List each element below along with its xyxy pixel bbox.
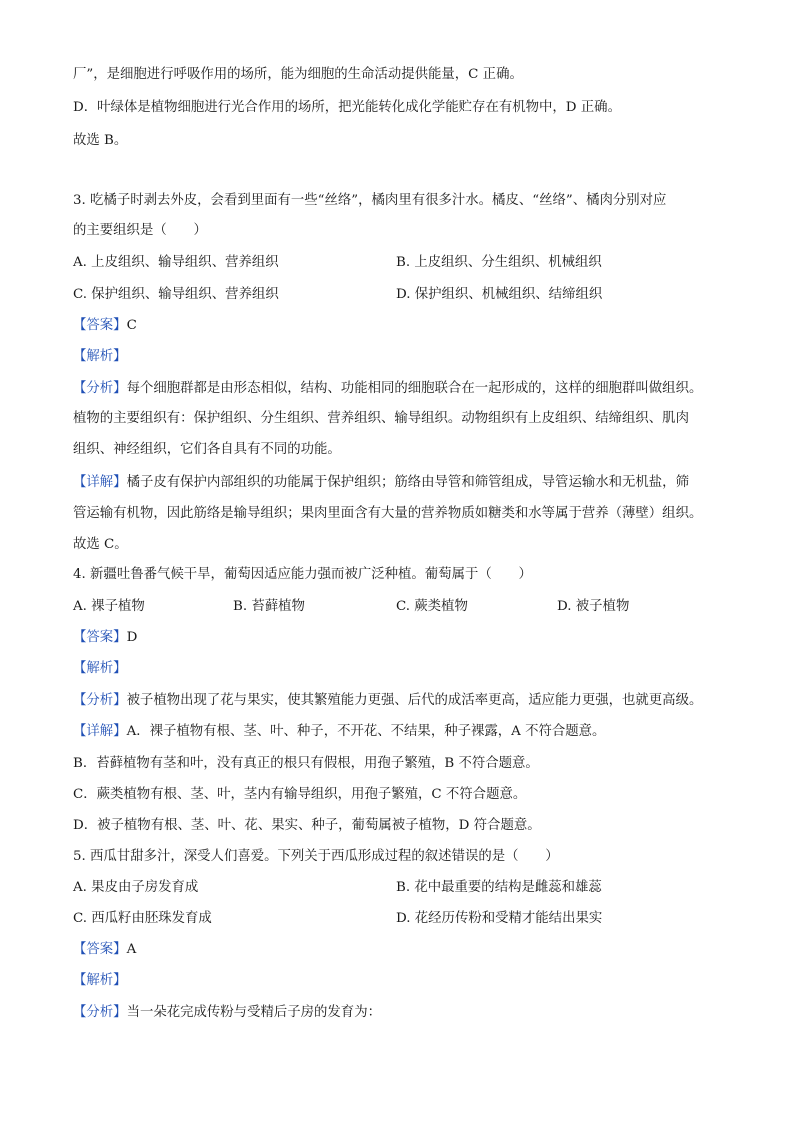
analysis-heading — [73, 660, 127, 678]
fenxi-tag: 【分析】 — [73, 693, 127, 708]
answer-value: C — [126, 318, 137, 333]
xiangjie-text: 橘子皮有保护内部组织的功能属于保护组织；筋络由导管和筛管组成，导管运输水和无机盐，筛 — [126, 475, 689, 490]
option-d: D. 花经历传粉和受精才能结出果实 — [396, 911, 603, 926]
question-3-stem: 的主要组织是（ ） — [73, 223, 207, 238]
option-b: B. 花中最重要的结构是雌蕊和雄蕊 — [396, 880, 602, 895]
xiangjie-tag: 【详解】 — [73, 724, 127, 739]
fenxi-tag: 【分析】 — [73, 1005, 127, 1020]
answer-line — [73, 629, 137, 647]
question-5-stem: 5. 西瓜甘甜多汁，深受人们喜爱。下列关于西瓜形成过程的叙述错误的是（ ） — [73, 849, 559, 864]
fenxi-text: 当一朵花完成传粉与受精后子房的发育为： — [126, 1005, 381, 1020]
detail-paragraph — [73, 723, 605, 741]
analysis-paragraph: 组织、神经组织，它们各自具有不同的功能。 — [73, 442, 341, 457]
answer-line — [73, 941, 136, 959]
answer-tag: 【答案】 — [73, 942, 127, 957]
answer-tag: 【答案】 — [73, 630, 127, 645]
analysis-paragraph — [73, 1004, 381, 1022]
question-4-stem: 4. 新疆吐鲁番气候干旱，葡萄因适应能力强而被广泛种植。葡萄属于（ ） — [73, 567, 532, 582]
answer-line — [73, 317, 137, 335]
fenxi-tag: 【分析】 — [73, 381, 127, 396]
fenxi-text: 每个细胞群都是由形态相似，结构、功能相同的细胞联合在一起形成的，这样的细胞群叫做组织。 — [126, 381, 703, 396]
xiangjie-text: A．裸子植物有根、茎、叶、种子，不开花、不结果，种子裸露，A 不符合题意。 — [126, 724, 606, 739]
option-d: D. 保护组织、机械组织、结缔组织 — [396, 287, 603, 302]
detail-paragraph: C．蕨类植物有根、茎、叶，茎内有输导组织，用孢子繁殖，C 不符合题意。 — [73, 787, 527, 802]
option-a: A. 上皮组织、输导组织、营养组织 — [73, 255, 279, 270]
detail-paragraph: 管运输有机物，因此筋络是输导组织；果肉里面含有大量的营养物质如糖类和水等属于营养（薄壁）组织。 — [73, 506, 703, 521]
analysis-paragraph — [73, 380, 702, 398]
option-a: A. 裸子植物 — [73, 599, 145, 614]
detail-paragraph — [73, 474, 689, 492]
option-b: B. 苔藓植物 — [233, 599, 305, 614]
answer-value: D — [126, 630, 138, 645]
fenxi-text: 被子植物出现了花与果实，使其繁殖能力更强、后代的成活率更高，适应能力更强，也就更高级。 — [126, 693, 703, 708]
analysis-paragraph — [73, 692, 702, 710]
answer-tag: 【答案】 — [73, 318, 127, 333]
option-c: C. 蕨类植物 — [396, 599, 468, 614]
option-c: C. 西瓜籽由胚珠发育成 — [73, 911, 212, 926]
text-line: 故选 B。 — [73, 133, 128, 148]
detail-paragraph: 故选 C。 — [73, 537, 128, 552]
text-line: D．叶绿体是植物细胞进行光合作用的场所，把光能转化成化学能贮存在有机物中，D 正确。 — [73, 100, 621, 115]
option-b: B. 上皮组织、分生组织、机械组织 — [396, 255, 602, 270]
analysis-heading — [73, 348, 127, 366]
detail-paragraph: B．苔藓植物有茎和叶，没有真正的根只有假根，用孢子繁殖，B 不符合题意。 — [73, 756, 539, 771]
xiangjie-tag: 【详解】 — [73, 475, 127, 490]
option-d: D. 被子植物 — [557, 599, 630, 614]
text-line: 厂”，是细胞进行呼吸作用的场所，能为细胞的生命活动提供能量，C 正确。 — [73, 67, 523, 82]
option-a: A. 果皮由子房发育成 — [73, 880, 199, 895]
analysis-tag: 【解析】 — [73, 349, 127, 364]
question-3-stem: 3. 吃橘子时剥去外皮，会看到里面有一些“丝络”，橘肉里有很多汁水。橘皮、“丝络”、橘肉分别对应 — [73, 193, 667, 208]
option-c: C. 保护组织、输导组织、营养组织 — [73, 287, 279, 302]
answer-value: A — [126, 942, 137, 957]
analysis-heading — [73, 972, 127, 990]
analysis-tag: 【解析】 — [73, 661, 127, 676]
detail-paragraph: D．被子植物有根、茎、叶、花、果实、种子，葡萄属被子植物，D 符合题意。 — [73, 818, 541, 833]
analysis-tag: 【解析】 — [73, 973, 127, 988]
analysis-paragraph: 植物的主要组织有：保护组织、分生组织、营养组织、输导组织。动物组织有上皮组织、结缔组织、肌肉 — [73, 411, 689, 426]
